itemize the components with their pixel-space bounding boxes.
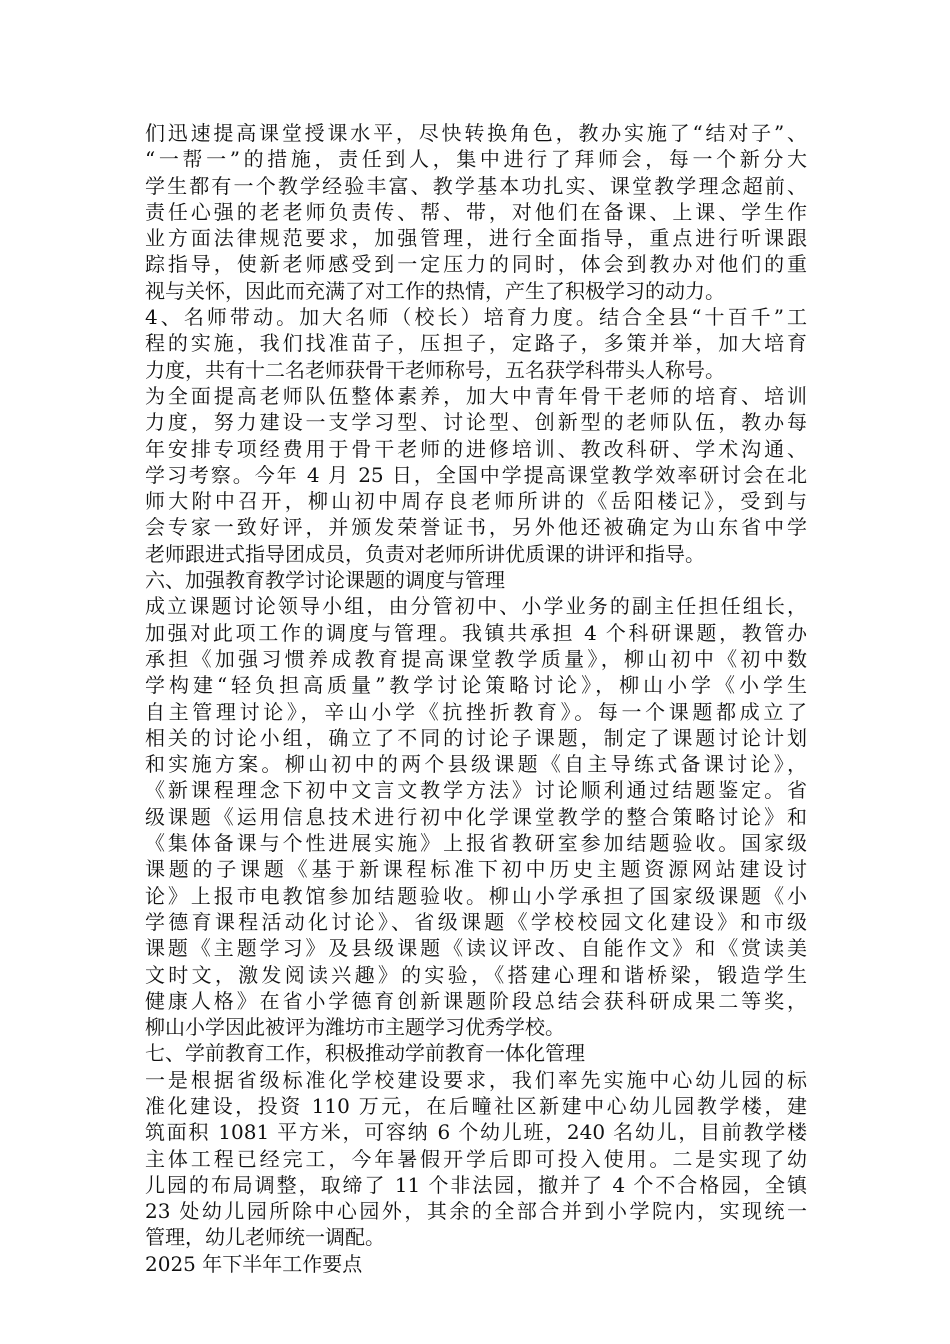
document-body xyxy=(145,120,807,1277)
text-line: 力度，共有十二名老师获骨干老师称号，五名获学科带头人称号。 xyxy=(145,357,725,382)
text-line: 2025 年下半年工作要点 xyxy=(145,1251,363,1276)
text-line: 和实施方案。柳山初中的两个县级课题《自主导练式备课讨论》， xyxy=(145,752,807,777)
text-line: 力度，努力建设一支学习型、讨论型、创新型的老师队伍，教办每 xyxy=(145,410,807,435)
text-line: 会专家一致好评，并颁发荣誉证书，另外他还被确定为山东省中学 xyxy=(145,515,807,540)
text-line: 23 处幼儿园所除中心园外，其余的全部合并到小学院内，实现统一 xyxy=(145,1199,807,1224)
text-line: 《新课程理念下初中文言文教学方法》讨论顺利通过结题鉴定。省 xyxy=(145,778,807,803)
text-line: 视与关怀，因此而充满了对工作的热情，产生了积极学习的动力。 xyxy=(145,278,725,303)
text-line: 学生都有一个教学经验丰富、教学基本功扎实、课堂教学理念超前、 xyxy=(145,173,807,198)
text-line: 责任心强的老老师负责传、帮、带，对他们在备课、上课、学生作 xyxy=(145,199,807,224)
text-line: 课题的子课题《基于新课程标准下初中历史主题资源网站建设讨 xyxy=(145,857,807,882)
text-line: 学德育课程活动化讨论》、省级课题《学校校园文化建设》和市级 xyxy=(145,909,807,934)
text-line: 成立课题讨论领导小组，由分管初中、小学业务的副主任担任组长， xyxy=(145,594,807,619)
text-line: 自主管理讨论》，辛山小学《抗挫折教育》。每一个课题都成立了 xyxy=(145,699,807,724)
text-line: 儿园的布局调整，取缔了 11 个非法园，撤并了 4 个不合格园，全镇 xyxy=(145,1172,807,1197)
text-line: 学构建“轻负担高质量”教学讨论策略讨论》，柳山小学《小学生 xyxy=(145,673,807,698)
text-line: 业方面法律规范要求，加强管理，进行全面指导，重点进行听课跟 xyxy=(145,226,807,251)
text-line: 相关的讨论小组，确立了不同的讨论子课题，制定了课题讨论计划 xyxy=(145,725,807,750)
text-line: 学习考察。今年 4 月 25 日，全国中学提高课堂教学效率研讨会在北 xyxy=(145,462,807,487)
text-line: 们迅速提高课堂授课水平，尽快转换角色，教办实施了“结对子”、 xyxy=(145,121,807,145)
text-line: 六、加强教育教学讨论课题的调度与管理 xyxy=(145,568,505,593)
text-line: 年安排专项经费用于骨干老师的进修培训、教改科研、学术沟通、 xyxy=(145,436,807,461)
text-line: 健康人格》在省小学德育创新课题阶段总结会获科研成果二等奖， xyxy=(145,988,807,1013)
text-line: “一帮一”的措施，责任到人，集中进行了拜师会，每一个新分大 xyxy=(145,147,807,172)
text-line: 级课题《运用信息技术进行初中化学课堂教学的整合策略讨论》和 xyxy=(145,804,807,829)
text-line: 4、名师带动。加大名师（校长）培育力度。结合全县“十百千”工 xyxy=(145,305,807,330)
text-line: 准化建设，投资 110 万元，在后疃社区新建中心幼儿园教学楼，建 xyxy=(145,1093,807,1118)
text-line: 踪指导，使新老师感受到一定压力的同时，体会到教办对他们的重 xyxy=(145,252,807,277)
text-line: 论》上报市电教馆参加结题验收。柳山小学承担了国家级课题《小 xyxy=(145,883,807,908)
text-line: 七、学前教育工作，积极推动学前教育一体化管理 xyxy=(145,1041,585,1066)
text-line: 加强对此项工作的调度与管理。我镇共承担 4 个科研课题，教管办 xyxy=(145,620,807,645)
text-line: 管理，幼儿老师统一调配。 xyxy=(145,1225,385,1250)
text-line: 课题《主题学习》及县级课题《读议评改、自能作文》和《赏读美 xyxy=(145,936,807,961)
text-line: 文时文，激发阅读兴趣》的实验，《搭建心理和谐桥梁，锻造学生 xyxy=(145,962,807,987)
text-line: 一是根据省级标准化学校建设要求，我们率先实施中心幼儿园的标 xyxy=(145,1067,807,1092)
text-line: 筑面积 1081 平方米，可容纳 6 个幼儿班，240 名幼儿，目前教学楼 xyxy=(145,1120,807,1145)
text-line: 老师跟进式指导团成员，负责对老师所讲优质课的讲评和指导。 xyxy=(145,541,705,566)
text-line: 主体工程已经完工，今年暑假开学后即可投入使用。二是实现了幼 xyxy=(145,1146,807,1171)
text-line: 程的实施，我们找准苗子，压担子，定路子，多策并举，加大培育 xyxy=(145,331,807,356)
text-line: 柳山小学因此被评为潍坊市主题学习优秀学校。 xyxy=(145,1015,565,1040)
text-line: 为全面提高老师队伍整体素养，加大中青年骨干老师的培育、培训 xyxy=(145,383,807,408)
text-line: 师大附中召开，柳山初中周存良老师所讲的《岳阳楼记》，受到与 xyxy=(145,489,807,514)
text-line: 承担《加强习惯养成教育提高课堂教学质量》，柳山初中《初中数 xyxy=(145,646,807,671)
text-line: 《集体备课与个性进展实施》上报省教研室参加结题验收。国家级 xyxy=(145,831,807,856)
